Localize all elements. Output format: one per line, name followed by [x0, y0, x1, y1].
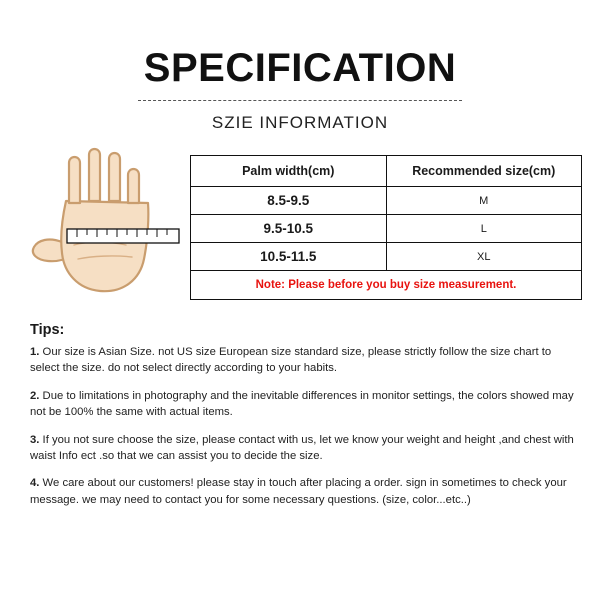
- tips-section: [30, 322, 576, 519]
- tip-number: 2.: [30, 389, 40, 402]
- hand-with-ruler-icon: [22, 141, 182, 311]
- tip-text: We care about our customers! please stay in touch after placing a order. sign in sometimes to check your message. we may need to contact you for some necessary questions. (size, color...etc..): [30, 477, 567, 506]
- table-header-palm-width: Palm width(cm): [191, 156, 387, 187]
- tip-text: Our size is Asian Size. not US size European size standard size, please strictly follow the size chart to select the size. do not select directly according to your habits.: [30, 346, 552, 375]
- tip-item: [30, 432, 576, 465]
- table-header-row: [191, 156, 582, 187]
- table-row: [191, 215, 582, 243]
- tip-item: [30, 475, 576, 508]
- table-row: [191, 187, 582, 215]
- table-header-recommended-size: Recommended size(cm): [386, 156, 582, 187]
- tip-text: If you not sure choose the size, please contact with us, let we know your weight and height ,and chest with waist Info ect .so that we can assist you to decide the size.: [30, 433, 574, 462]
- spec-middle-section: [0, 147, 600, 307]
- size-measurement-note: Note: Please before you buy size measurement.: [191, 271, 582, 300]
- tips-heading: Tips:: [30, 322, 65, 338]
- size-table: [190, 155, 582, 300]
- cell-recommended-size: XL: [386, 243, 582, 271]
- tip-number: 4.: [30, 477, 40, 490]
- tip-number: 3.: [30, 433, 40, 446]
- cell-palm-width: 10.5-11.5: [191, 243, 387, 271]
- cell-palm-width: 8.5-9.5: [191, 187, 387, 215]
- divider-line: [138, 100, 462, 101]
- table-note-row: [191, 271, 582, 300]
- page-header: [0, 0, 600, 133]
- tip-item: [30, 344, 576, 377]
- ruler-icon: [67, 229, 179, 243]
- cell-palm-width: 9.5-10.5: [191, 215, 387, 243]
- table-row: [191, 243, 582, 271]
- tip-item: [30, 388, 576, 421]
- size-table-container: [190, 155, 582, 300]
- cell-recommended-size: M: [386, 187, 582, 215]
- title-divider: [0, 100, 600, 101]
- page-title: SPECIFICATION: [143, 46, 457, 90]
- tip-text: Due to limitations in photography and the inevitable differences in monitor settings, the colors showed may not be 100% the same with actual items.: [30, 389, 574, 419]
- tip-number: 1.: [30, 346, 40, 358]
- cell-recommended-size: L: [386, 215, 582, 243]
- hand-illustration: [22, 141, 182, 311]
- page-subtitle: SZIE INFORMATION: [211, 113, 389, 132]
